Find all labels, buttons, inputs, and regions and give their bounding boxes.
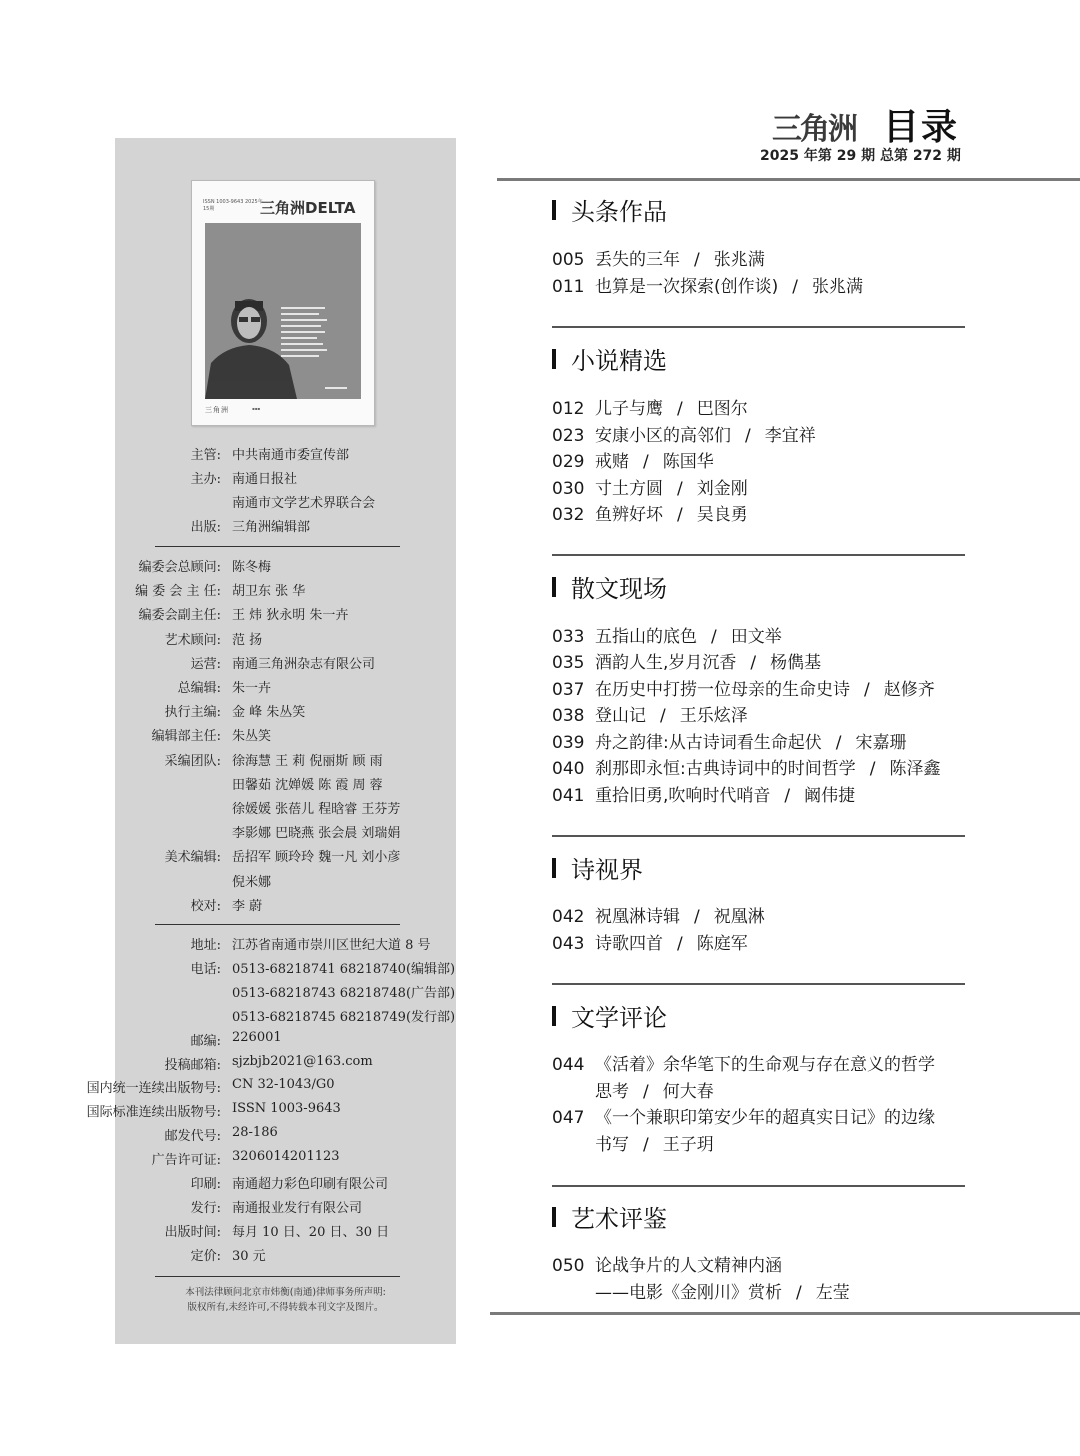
masthead-label-text: 国内统一连续出版物号:	[86, 1081, 221, 1097]
article-title: 祝凰淋诗辑	[595, 907, 680, 927]
masthead-value: 0513-68218743 68218748(广告部)	[232, 985, 456, 1001]
masthead-label-text: 邮编:	[190, 1033, 221, 1049]
section-title: 小说精选	[571, 347, 667, 375]
page-number: 041	[552, 786, 585, 806]
masthead-value: 陈冬梅	[232, 560, 272, 575]
toc-entry[interactable]	[552, 754, 940, 779]
page-number: 040	[552, 759, 585, 779]
separator: /	[694, 907, 700, 927]
cover-footer-mark: ▪▪▪	[252, 406, 261, 411]
legal-line-1: 本刊法律顾问北京市炜衡(南通)律师事务所声明:	[185, 1287, 386, 1298]
page-number: 032	[552, 505, 585, 525]
article-title: 重拾旧勇,吹响时代哨音	[595, 786, 771, 806]
masthead-value: 0513-68218741 68218740(编辑部)	[232, 961, 456, 977]
article-title: 儿子与鹰	[595, 399, 663, 419]
toc-entry[interactable]	[552, 1103, 935, 1128]
masthead-value: 王 炜 狄永明 朱一卉	[232, 608, 349, 624]
toc-entry[interactable]	[552, 394, 748, 419]
masthead-value: CN 32-1043/G0	[232, 1077, 335, 1093]
masthead-value: 徐海慧 王 莉 倪丽斯 顾 雨	[232, 753, 383, 769]
masthead-value: 0513-68218745 68218749(发行部)	[232, 1009, 456, 1025]
author-name: 杨儁基	[770, 653, 822, 673]
page-number: 011	[552, 277, 585, 297]
author-name: 陈泽鑫	[889, 759, 941, 779]
masthead-value: 倪米娜	[232, 874, 272, 890]
masthead-value: 李 蔚	[232, 898, 263, 914]
article-title: 《一个兼职印第安少年的超真实日记》的边缘	[595, 1108, 935, 1128]
author-name: 吴良勇	[696, 505, 748, 525]
separator: /	[694, 250, 700, 270]
masthead-label-text: 广告许可证:	[151, 1153, 221, 1169]
masthead-label-text: 主管:	[190, 448, 221, 463]
masthead-value: 南通超力彩色印刷有限公司	[232, 1177, 389, 1192]
separator: /	[677, 399, 683, 419]
masthead-value: 胡卫东 张 华	[232, 584, 306, 600]
masthead-panel	[86, 138, 456, 1344]
author-name: 左莹	[815, 1283, 850, 1303]
page-number: 012	[552, 399, 585, 419]
section-marker	[552, 349, 556, 369]
page-number: 042	[552, 907, 585, 927]
article-title-cont: ——电影《金刚川》赏析	[595, 1283, 782, 1303]
issue-number: 2025 年第 29 期 总第 272 期	[760, 148, 961, 164]
divider-2	[155, 924, 400, 925]
toc-entry-continuation[interactable]	[595, 1077, 714, 1102]
masthead-value: 金 峰 朱丛笑	[232, 705, 306, 721]
author-name: 田文举	[730, 627, 782, 647]
section-title: 文学评论	[571, 1004, 667, 1032]
author-name: 张兆满	[812, 277, 863, 297]
page-number: 039	[552, 733, 585, 753]
toc-entry-continuation[interactable]	[595, 1278, 850, 1303]
toc-entry[interactable]	[552, 421, 816, 446]
masthead-label-text: 编委会副主任:	[138, 608, 221, 624]
masthead-value: 田馨茹 沈婵媛 陈 霞 周 蓉	[232, 777, 383, 793]
article-title: 《活着》余华笔下的生命观与存在意义的哲学	[595, 1055, 935, 1075]
masthead-value: 南通报业发行有限公司	[232, 1200, 363, 1216]
separator: /	[835, 733, 842, 753]
legal-line-2: 版权所有,未经许可,不得转载本刊文字及图片。	[187, 1302, 384, 1313]
separator: /	[784, 786, 791, 806]
page-number: 050	[552, 1256, 585, 1276]
article-title: 戒赌	[595, 452, 629, 472]
page-number: 035	[552, 653, 585, 673]
article-title: 登山记	[595, 706, 646, 726]
author-name: 阚伟捷	[804, 786, 856, 806]
author-name: 祝凰淋	[713, 907, 765, 927]
masthead-value: 南通三角洲杂志有限公司	[232, 656, 376, 672]
masthead-label-text: 国际标准连续出版物号:	[86, 1105, 221, 1121]
separator: /	[745, 426, 751, 446]
article-title: 论战争片的人文精神内涵	[595, 1256, 782, 1276]
toc-entry[interactable]	[552, 902, 765, 927]
masthead-label-text: 主办:	[190, 472, 221, 487]
section-divider	[552, 326, 965, 328]
page-number: 029	[552, 452, 585, 472]
page-number: 023	[552, 426, 585, 446]
section-marker	[552, 577, 556, 597]
bottom-rule	[490, 1312, 1080, 1315]
brand-logo: 三角洲	[772, 112, 856, 147]
toc-entry[interactable]	[552, 272, 863, 297]
cover-small-info: ISSN 1003-9643 2025年15期	[203, 199, 263, 212]
masthead-value: 28-186	[232, 1125, 278, 1141]
section-marker	[552, 1207, 556, 1227]
author-name: 王乐炫泽	[679, 706, 748, 726]
article-title: 丢失的三年	[595, 250, 680, 270]
separator: /	[643, 452, 649, 472]
separator: /	[677, 479, 683, 499]
masthead-value: 30 元	[232, 1248, 266, 1264]
section-marker	[552, 1006, 556, 1026]
section-divider	[552, 835, 965, 837]
masthead-label-text: 印刷:	[190, 1177, 221, 1192]
article-title: 在历史中打捞一位母亲的生命史诗	[595, 680, 850, 700]
section-marker	[552, 200, 556, 220]
author-name: 何大春	[662, 1082, 714, 1102]
section-title: 头条作品	[571, 198, 667, 226]
toc-entry[interactable]	[552, 728, 906, 753]
toc-entry[interactable]	[552, 245, 765, 270]
author-name: 巴图尔	[696, 399, 748, 419]
cover-footer-logo: 三角洲	[205, 406, 229, 414]
article-title: 舟之韵律:从古诗词看生命起伏	[595, 733, 822, 753]
portrait-illustration	[205, 223, 361, 399]
masthead-value: 李影娜 巴晓燕 张会晨 刘瑞娟	[232, 826, 401, 842]
masthead-label-text: 校对:	[190, 898, 221, 914]
page-title: 目录	[883, 107, 960, 148]
toc-entry[interactable]	[552, 648, 821, 673]
author-name: 李宜祥	[764, 426, 816, 446]
masthead-label-text: 运营:	[190, 656, 221, 672]
section-divider	[552, 554, 965, 556]
masthead-value: 徐媛媛 张蓓儿 程晗睿 王芬芳	[232, 802, 401, 817]
author-name: 王子玥	[662, 1135, 714, 1155]
page-number: 037	[552, 680, 585, 700]
article-title: 安康小区的高邻们	[595, 426, 731, 446]
toc-entry[interactable]	[552, 1251, 782, 1276]
masthead-value: 范 扬	[232, 632, 263, 648]
author-name: 刘金刚	[696, 479, 748, 499]
masthead-value: 中共南通市委宣传部	[232, 448, 350, 463]
section-divider	[552, 1185, 965, 1187]
masthead-label-text: 美术编辑:	[164, 850, 221, 866]
masthead-label-text: 定价:	[190, 1248, 221, 1264]
page-number: 030	[552, 479, 585, 499]
author-name: 张兆满	[713, 250, 765, 270]
article-title-cont: 思考	[595, 1082, 629, 1102]
section-divider	[552, 983, 965, 985]
masthead-value: 226001	[232, 1029, 282, 1045]
masthead-value: ISSN 1003-9643	[232, 1101, 341, 1117]
section-title: 散文现场	[571, 575, 667, 603]
masthead-label-text: 出版:	[190, 520, 221, 535]
cover-portrait-image	[205, 223, 361, 399]
article-title: 刹那即永恒:古典诗词中的时间哲学	[595, 759, 856, 779]
author-name: 陈庭军	[696, 934, 748, 954]
cover-brand: 三角洲DELTA	[260, 199, 356, 217]
masthead-label-text: 编辑部主任:	[151, 729, 221, 745]
top-rule	[497, 178, 1080, 181]
toc-entry[interactable]	[552, 622, 782, 647]
toc-entry[interactable]	[552, 929, 748, 954]
section-marker	[552, 858, 556, 878]
separator: /	[864, 680, 870, 700]
page-number: 043	[552, 934, 585, 954]
article-title-cont: 书写	[595, 1135, 629, 1155]
masthead-value: 岳招军 顾玲玲 魏一凡 刘小彦	[232, 850, 401, 866]
page-number: 005	[552, 250, 585, 270]
masthead-label-text: 执行主编:	[164, 705, 221, 721]
masthead-value: 3206014201123	[232, 1149, 340, 1165]
masthead-label-text: 发行:	[190, 1200, 221, 1216]
section-title: 诗视界	[571, 856, 643, 884]
toc-entry[interactable]	[552, 1050, 935, 1075]
divider-1	[155, 546, 400, 547]
article-title: 五指山的底色	[595, 627, 697, 647]
toc-entry[interactable]	[552, 500, 748, 525]
masthead-label-text: 投稿邮箱:	[164, 1057, 221, 1073]
section-title: 艺术评鉴	[571, 1205, 667, 1233]
page-number: 047	[552, 1108, 585, 1128]
masthead-label-text: 总编辑:	[177, 681, 221, 696]
masthead-value: sjzbjb2021@163.com	[232, 1053, 373, 1069]
separator: /	[792, 277, 798, 297]
separator: /	[869, 759, 876, 779]
masthead-value: 南通市文学艺术界联合会	[232, 496, 376, 511]
toc-entry[interactable]	[552, 781, 855, 806]
masthead-value: 江苏省南通市崇川区世纪大道 8 号	[232, 938, 431, 953]
article-title: 酒韵人生,岁月沉香	[595, 653, 737, 673]
masthead-label-text: 采编团队:	[164, 753, 221, 769]
separator: /	[660, 706, 666, 726]
author-name: 陈国华	[662, 452, 714, 472]
article-title: 寸土方圆	[595, 479, 663, 499]
toc-entry[interactable]	[552, 701, 748, 726]
toc-entry[interactable]	[552, 447, 714, 472]
cover-thumbnail[interactable]	[191, 180, 375, 426]
masthead-label-text: 邮发代号:	[164, 1129, 221, 1145]
masthead-label-text: 电话:	[190, 961, 221, 977]
author-name: 宋嘉珊	[855, 733, 907, 753]
masthead-value: 朱一卉	[232, 681, 272, 696]
toc-entry[interactable]	[552, 474, 748, 499]
divider-3	[155, 1276, 400, 1277]
masthead-value: 朱丛笑	[232, 729, 272, 745]
masthead-label-text: 艺术顾问:	[164, 632, 221, 648]
separator: /	[750, 653, 757, 673]
separator: /	[643, 1082, 649, 1102]
toc-entry[interactable]	[552, 675, 935, 700]
separator: /	[677, 934, 683, 954]
article-title: 鱼辨好坏	[595, 505, 663, 525]
article-title: 诗歌四首	[595, 934, 663, 954]
separator: /	[643, 1135, 649, 1155]
masthead-value: 每月 10 日、20 日、30 日	[232, 1224, 390, 1240]
masthead-value: 南通日报社	[232, 472, 298, 487]
separator: /	[711, 627, 717, 647]
article-title: 也算是一次探索(创作谈)	[595, 277, 779, 297]
masthead-label-text: 编 委 会 主 任:	[135, 584, 221, 600]
masthead-label-text: 地址:	[190, 938, 221, 953]
separator: /	[677, 505, 683, 525]
toc-entry-continuation[interactable]	[595, 1130, 714, 1155]
page-number: 038	[552, 706, 585, 726]
masthead-value: 三角洲编辑部	[232, 520, 311, 535]
masthead-label-text: 出版时间:	[164, 1224, 221, 1240]
separator: /	[796, 1283, 802, 1303]
page-number: 044	[552, 1055, 585, 1075]
masthead-label-text: 编委会总顾问:	[138, 560, 221, 575]
page-number: 033	[552, 627, 585, 647]
author-name: 赵修齐	[883, 680, 935, 700]
